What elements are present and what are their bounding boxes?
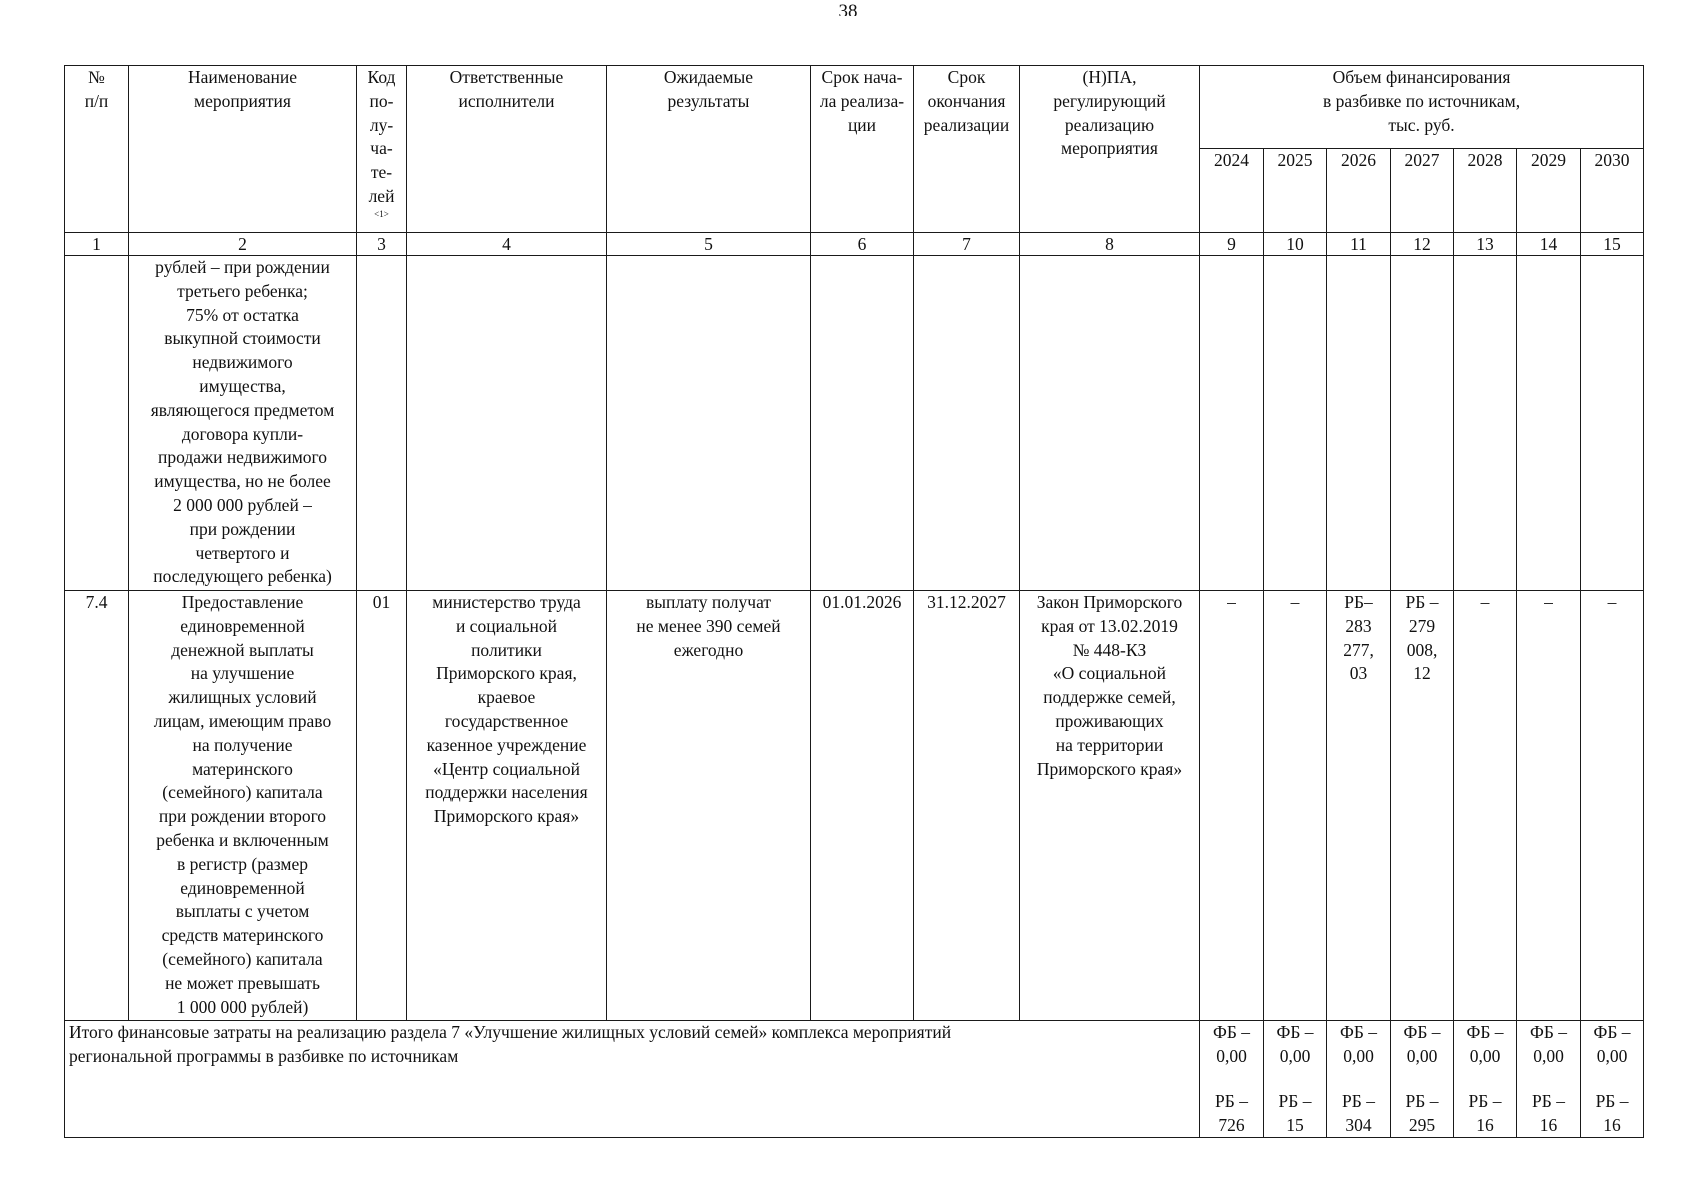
column-number: 13 [1454,233,1517,256]
total-rb: РБ – 726 [1215,1091,1248,1135]
column-number: 8 [1020,233,1200,256]
total-rb: РБ – 16 [1468,1091,1502,1135]
year-2029: 2029 [1517,149,1581,233]
column-number: 14 [1517,233,1581,256]
row-7-4-fin-2026: РБ– 283 277, 03 [1327,591,1391,1021]
year-2025: 2025 [1264,149,1327,233]
cont-empty-cell [1264,256,1327,591]
cont-empty-cell [1581,256,1644,591]
header-code-note: <1> [374,208,389,219]
row-7-4-executors: министерство труда и социальной политики Приморского края, краевое государственное казенное учреждение «Центр социальной поддержки населения Приморского края» [407,591,607,1021]
cont-empty-cell [1327,256,1391,591]
year-2024: 2024 [1200,149,1264,233]
row-7-4-fin-2024: – [1200,591,1264,1021]
row-7-4-code: 01 [357,591,407,1021]
column-number: 4 [407,233,607,256]
cont-empty-cell [1391,256,1454,591]
row-7-4-end: 31.12.2027 [914,591,1020,1021]
total-fin-2026 [1327,1021,1391,1138]
total-fin-2030 [1581,1021,1644,1138]
header-start: Срок нача- ла реализа- ции [811,66,914,233]
cont-empty-cell [914,256,1020,591]
year-2027: 2027 [1391,149,1454,233]
column-number: 10 [1264,233,1327,256]
total-rb: РБ – 295 [1405,1091,1439,1135]
column-number: 3 [357,233,407,256]
row-7-4-start: 01.01.2026 [811,591,914,1021]
total-rb: РБ – 304 [1342,1091,1375,1135]
cont-empty-cell [1454,256,1517,591]
header-code [357,66,407,233]
total-fb: ФБ – 0,00 [1466,1022,1504,1066]
total-row [65,1021,1644,1138]
column-number: 6 [811,233,914,256]
header-financing: Объем финансирования в разбивке по источникам, тыс. руб. [1200,66,1644,149]
total-fin-2025 [1264,1021,1327,1138]
total-fb: ФБ – 0,00 [1593,1022,1631,1066]
year-2026: 2026 [1327,149,1391,233]
row-7-4-results: выплату получат не менее 390 семей ежегодно [607,591,811,1021]
row-7-4-npa: Закон Приморского края от 13.02.2019 № 448-КЗ «О социальной поддержке семей, проживающих на территории Приморского края» [1020,591,1200,1021]
header-name: Наименование мероприятия [129,66,357,233]
header-executors: Ответственные исполнители [407,66,607,233]
total-rb: РБ – 16 [1532,1091,1565,1135]
column-numbers-row [65,233,1644,256]
page-number: 38 [838,2,858,16]
row-7-4-num: 7.4 [65,591,129,1021]
cont-empty-cell [811,256,914,591]
cont-empty-cell [1517,256,1581,591]
column-number: 12 [1391,233,1454,256]
total-rb: РБ – 16 [1595,1091,1629,1135]
continuation-row [65,256,1644,591]
total-rb: РБ – 15 [1278,1091,1312,1135]
header-row [65,66,1644,149]
header-results: Ожидаемые результаты [607,66,811,233]
row-7-4-fin-2027: РБ – 279 008, 12 [1391,591,1454,1021]
row-7-4-fin-2030: – [1581,591,1644,1021]
total-fb: ФБ – 0,00 [1340,1022,1377,1066]
cont-empty-cell [607,256,811,591]
year-2028: 2028 [1454,149,1517,233]
row-7-4-name: Предоставление единовременной денежной выплаты на улучшение жилищных условий лицам, имеющим право на получение материнского (семейного) капитала при рождении второго ребенка и включенным в регистр (размер единовременной выплаты с учетом средств материнского (семейного) капитала не может превышать 1 000 000 рублей) [129,591,357,1021]
total-fin-2028 [1454,1021,1517,1138]
cont-empty-cell [407,256,607,591]
row-7-4-fin-2028: – [1454,591,1517,1021]
cont-empty-cell [1200,256,1264,591]
total-fb: ФБ – 0,00 [1276,1022,1314,1066]
header-end: Срок окончания реализации [914,66,1020,233]
header-code-label: Код по- лу- ча- те- лей [367,67,396,206]
total-fin-2029 [1517,1021,1581,1138]
total-label: Итого финансовые затраты на реализацию раздела 7 «Улучшение жилищных условий семей» комплекса мероприятий региональной программы в разбивке по источникам [65,1021,1200,1138]
column-number: 9 [1200,233,1264,256]
cont-empty-cell [1020,256,1200,591]
cont-name-cell: рублей – при рождении третьего ребенка; 75% от остатка выкупной стоимости недвижимого имущества, являющегося предметом договора купли- продажи недвижимого имущества, но не более 2 000 000 рублей – при рождении четвертого и последующего ребенка) [129,256,357,591]
column-number: 5 [607,233,811,256]
total-fin-2024 [1200,1021,1264,1138]
cont-num-cell [65,256,129,591]
year-2030: 2030 [1581,149,1644,233]
column-number: 1 [65,233,129,256]
column-number: 11 [1327,233,1391,256]
header-num: № п/п [65,66,129,233]
measures-table [64,65,1644,1138]
row-7-4-fin-2029: – [1517,591,1581,1021]
header-npa: (Н)ПА, регулирующий реализацию мероприятия [1020,66,1200,233]
row-7-4-fin-2025: – [1264,591,1327,1021]
row-7-4 [65,591,1644,1021]
total-fin-2027 [1391,1021,1454,1138]
total-fb: ФБ – 0,00 [1213,1022,1250,1066]
total-fb: ФБ – 0,00 [1403,1022,1441,1066]
column-number: 2 [129,233,357,256]
column-number: 7 [914,233,1020,256]
cont-empty-cell [357,256,407,591]
total-fb: ФБ – 0,00 [1530,1022,1567,1066]
column-number: 15 [1581,233,1644,256]
